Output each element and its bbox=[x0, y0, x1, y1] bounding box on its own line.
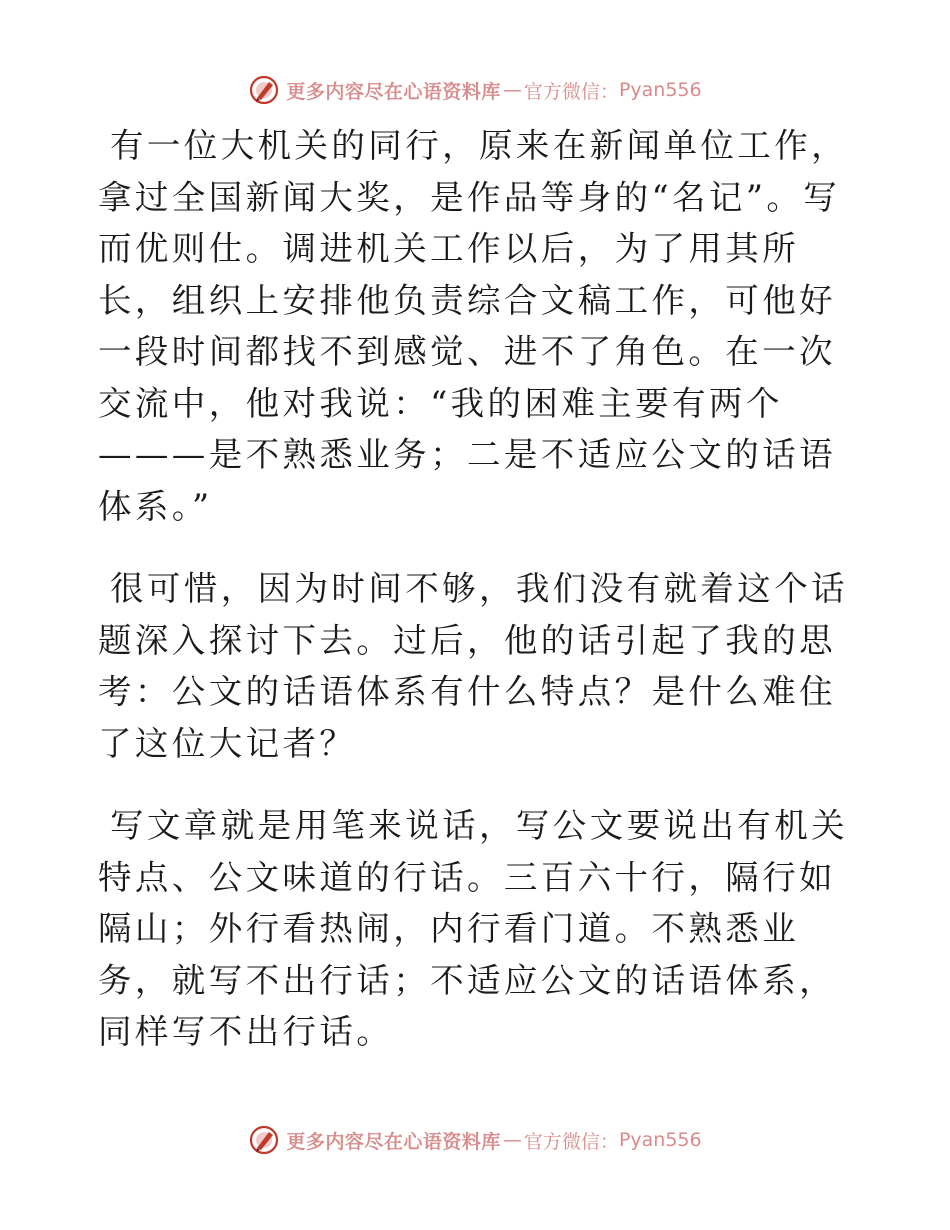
document-body bbox=[98, 120, 858, 1089]
pen-circle-logo-icon bbox=[248, 74, 280, 106]
watermark-dash: — bbox=[502, 79, 522, 101]
watermark-wechat-id: Pyan556 bbox=[618, 79, 702, 101]
paragraph-2: 很可惜，因为时间不够，我们没有就着这个话题深入探讨下去。过后，他的话引起了我的思考：公文的话语体系有什么特点？是什么难住了这位大记者？ bbox=[98, 569, 848, 763]
paragraph-3: 写文章就是用笔来说话，写公文要说出有机关特点、公文味道的行话。三百六十行，隔行如隔山；外行看热闹，内行看门道。不熟悉业务，就写不出行话；不适应公文的话语体系，同样写不出行话。 bbox=[98, 806, 848, 1051]
header-watermark bbox=[0, 70, 950, 110]
watermark-official-label: 官方微信： bbox=[523, 1130, 619, 1153]
watermark-official-label: 官方微信： bbox=[523, 80, 619, 103]
watermark-dash: — bbox=[502, 1129, 522, 1151]
footer-watermark bbox=[0, 1120, 950, 1160]
watermark-brand-text: 更多内容尽在心语资料库 bbox=[286, 80, 501, 103]
watermark-wechat-id: Pyan556 bbox=[618, 1129, 702, 1151]
paragraph-1: 有一位大机关的同行，原来在新闻单位工作，拿过全国新闻大奖，是作品等身的“名记”。写而优则仕。调进机关工作以后，为了用其所长，组织上安排他负责综合文稿工作，可他好一段时间都找不到感觉、进不了角色。在一次交流中，他对我说：“我的困难主要有两个———是不熟悉业务；二是不适应公文的话语体系。” bbox=[98, 126, 848, 526]
watermark-brand-text: 更多内容尽在心语资料库 bbox=[286, 1130, 501, 1153]
pen-circle-logo-icon bbox=[248, 1124, 280, 1156]
